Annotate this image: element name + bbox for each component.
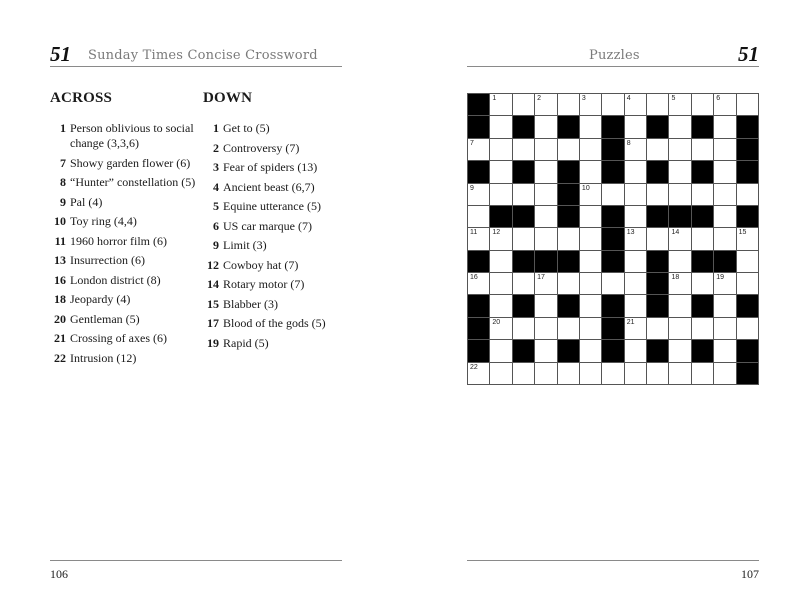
- grid-cell[interactable]: [625, 228, 646, 249]
- grid-cell[interactable]: [490, 251, 511, 272]
- grid-cell[interactable]: [558, 139, 579, 160]
- black-square: [468, 295, 489, 316]
- clue-text: Toy ring (4,4): [70, 214, 137, 228]
- grid-cell[interactable]: [714, 139, 735, 160]
- cell-number: 4: [626, 95, 631, 102]
- black-square: [647, 161, 668, 182]
- down-clue: [203, 238, 353, 253]
- black-square: [468, 94, 489, 115]
- black-square: [513, 295, 534, 316]
- grid-cell[interactable]: [468, 228, 489, 249]
- right-page-header: [467, 44, 759, 67]
- grid-cell[interactable]: [692, 94, 713, 115]
- black-square: [468, 161, 489, 182]
- grid-cell[interactable]: [602, 184, 623, 205]
- across-clues: [50, 90, 200, 370]
- clue-number: 8: [60, 175, 66, 189]
- grid-cell[interactable]: [647, 94, 668, 115]
- black-square: [558, 251, 579, 272]
- clue-number: 17: [207, 316, 219, 330]
- clue-text: 1960 horror film (6): [70, 233, 167, 248]
- grid-cell[interactable]: [669, 228, 690, 249]
- black-square: [558, 116, 579, 137]
- black-square: [692, 116, 713, 137]
- clue-number: 20: [54, 311, 66, 326]
- black-square: [468, 251, 489, 272]
- black-square: [602, 206, 623, 227]
- grid-cell[interactable]: [535, 184, 556, 205]
- grid-cell[interactable]: [558, 228, 579, 249]
- grid-cell[interactable]: [714, 340, 735, 361]
- grid-cell[interactable]: [580, 251, 601, 272]
- clue-number: 13: [54, 253, 66, 267]
- clue-text: Get to (5): [223, 121, 270, 135]
- grid-cell[interactable]: [669, 161, 690, 182]
- grid-cell[interactable]: [602, 363, 623, 384]
- grid-cell[interactable]: [535, 206, 556, 227]
- clue-number: 4: [213, 179, 219, 194]
- grid-cell[interactable]: [737, 94, 758, 115]
- cell-number: 20: [492, 318, 501, 326]
- grid-cell[interactable]: [558, 94, 579, 115]
- grid-cell[interactable]: [714, 228, 735, 249]
- clue-text: “Hunter” constellation (5): [70, 175, 196, 189]
- black-square: [737, 139, 758, 160]
- grid-cell[interactable]: [647, 318, 668, 339]
- grid-cell[interactable]: [737, 228, 758, 249]
- grid-cell[interactable]: [580, 228, 601, 249]
- cell-number: 5: [671, 95, 676, 102]
- clue-number: 7: [60, 155, 66, 170]
- grid-cell[interactable]: [580, 363, 601, 384]
- cell-number: 1: [492, 95, 497, 102]
- cell-number: 22: [470, 363, 478, 371]
- grid-cell[interactable]: [714, 161, 735, 182]
- grid-cell[interactable]: [714, 295, 735, 316]
- grid-cell[interactable]: [625, 363, 646, 384]
- cell-number: 14: [671, 229, 680, 237]
- clue-number: 11: [54, 233, 66, 248]
- across-clue: [50, 214, 200, 229]
- grid-cell[interactable]: [692, 184, 713, 205]
- black-square: [647, 251, 668, 272]
- clue-number: 12: [207, 257, 219, 272]
- grid-cell[interactable]: [625, 184, 646, 205]
- black-square: [602, 251, 623, 272]
- grid-cell[interactable]: [490, 94, 511, 115]
- grid-cell[interactable]: [535, 161, 556, 182]
- grid-cell[interactable]: [535, 295, 556, 316]
- grid-cell[interactable]: [513, 228, 534, 249]
- clue-number: 14: [207, 277, 219, 291]
- down-clue: [203, 277, 353, 292]
- grid-cell[interactable]: [669, 94, 690, 115]
- clue-text: Fear of spiders (13): [223, 160, 318, 174]
- grid-cell[interactable]: [513, 184, 534, 205]
- grid-cell[interactable]: [625, 340, 646, 361]
- black-square: [468, 340, 489, 361]
- clue-number: 9: [213, 238, 219, 252]
- cell-number: 8: [626, 139, 631, 147]
- grid-cell[interactable]: [669, 273, 690, 294]
- page-number: 107: [741, 567, 759, 581]
- grid-cell[interactable]: [625, 273, 646, 294]
- black-square: [737, 116, 758, 137]
- cell-number: 11: [470, 229, 478, 237]
- black-square: [468, 318, 489, 339]
- black-square: [535, 251, 556, 272]
- clue-number: 15: [207, 296, 219, 311]
- black-square: [513, 116, 534, 137]
- across-clue: [50, 121, 200, 151]
- clue-number: 19: [207, 335, 219, 350]
- black-square: [513, 251, 534, 272]
- grid-cell[interactable]: [535, 228, 556, 249]
- down-clue: [203, 297, 353, 312]
- cell-number: 16: [470, 274, 478, 282]
- grid-cell[interactable]: [737, 184, 758, 205]
- cell-number: 19: [716, 274, 725, 282]
- black-square: [692, 206, 713, 227]
- down-heading: DOWN: [203, 90, 253, 106]
- clue-text: Rotary motor (7): [223, 277, 305, 291]
- grid-cell[interactable]: [714, 206, 735, 227]
- grid-cell[interactable]: [669, 184, 690, 205]
- grid-cell[interactable]: [490, 273, 511, 294]
- grid-cell[interactable]: [625, 94, 646, 115]
- grid-cell[interactable]: [580, 139, 601, 160]
- grid-cell[interactable]: [468, 363, 489, 384]
- puzzle-number: 51: [50, 42, 71, 66]
- grid-cell[interactable]: [602, 273, 623, 294]
- black-square: [513, 340, 534, 361]
- clue-text: London district (8): [70, 272, 161, 287]
- grid-cell[interactable]: [468, 139, 489, 160]
- black-square: [558, 340, 579, 361]
- grid-cell[interactable]: [669, 251, 690, 272]
- grid-cell[interactable]: [669, 318, 690, 339]
- black-square: [602, 295, 623, 316]
- grid-cell[interactable]: [490, 139, 511, 160]
- down-clue: [203, 258, 353, 273]
- down-clue: [203, 336, 353, 351]
- clue-number: 3: [213, 160, 219, 174]
- across-clue: [50, 312, 200, 327]
- grid-cell[interactable]: [468, 273, 489, 294]
- down-clue: [203, 141, 353, 156]
- across-clue: [50, 234, 200, 249]
- across-clue: [50, 195, 200, 210]
- grid-cell[interactable]: [535, 94, 556, 115]
- grid-cell[interactable]: [513, 318, 534, 339]
- clue-number: 1: [213, 121, 219, 135]
- grid-cell[interactable]: [669, 116, 690, 137]
- clue-text: Showy garden flower (6): [70, 155, 191, 170]
- black-square: [647, 116, 668, 137]
- black-square: [692, 295, 713, 316]
- grid-cell[interactable]: [490, 161, 511, 182]
- black-square: [647, 340, 668, 361]
- black-square: [602, 318, 623, 339]
- grid-cell[interactable]: [558, 273, 579, 294]
- cell-number: 18: [671, 274, 680, 282]
- down-clue: [203, 219, 353, 234]
- black-square: [692, 340, 713, 361]
- clue-text: Cowboy hat (7): [223, 257, 299, 272]
- left-page-header: [50, 44, 342, 67]
- across-clue: [50, 156, 200, 171]
- black-square: [602, 116, 623, 137]
- cell-number: 2: [537, 95, 542, 102]
- black-square: [714, 251, 735, 272]
- across-clue: [50, 175, 200, 190]
- down-clue: [203, 180, 353, 195]
- right-page-footer: [467, 560, 759, 581]
- across-heading: ACROSS: [50, 90, 113, 106]
- grid-cell[interactable]: [580, 94, 601, 115]
- grid-cell[interactable]: [513, 139, 534, 160]
- grid-cell[interactable]: [625, 139, 646, 160]
- black-square: [647, 295, 668, 316]
- grid-cell[interactable]: [692, 139, 713, 160]
- black-square: [692, 251, 713, 272]
- cell-number: 7: [470, 139, 474, 147]
- puzzle-number: 51: [738, 42, 759, 66]
- clue-number: 10: [54, 214, 66, 228]
- grid-cell[interactable]: [669, 363, 690, 384]
- grid-cell[interactable]: [490, 363, 511, 384]
- clue-text: Intrusion (12): [70, 350, 137, 365]
- grid-cell[interactable]: [692, 363, 713, 384]
- grid-cell[interactable]: [535, 363, 556, 384]
- grid-cell[interactable]: [692, 318, 713, 339]
- black-square: [669, 206, 690, 227]
- grid-cell[interactable]: [714, 184, 735, 205]
- grid-cell[interactable]: [580, 295, 601, 316]
- grid-cell[interactable]: [490, 318, 511, 339]
- grid-cell[interactable]: [669, 295, 690, 316]
- down-clue-list: [203, 121, 353, 351]
- grid-cell[interactable]: [602, 94, 623, 115]
- down-clue: [203, 199, 353, 214]
- down-clue: [203, 121, 353, 136]
- clue-text: Blabber (3): [223, 296, 278, 311]
- grid-cell[interactable]: [535, 340, 556, 361]
- clue-number: 16: [54, 272, 66, 287]
- black-square: [602, 161, 623, 182]
- grid-cell[interactable]: [558, 318, 579, 339]
- down-clues: [203, 90, 353, 355]
- grid-cell[interactable]: [714, 116, 735, 137]
- grid-cell[interactable]: [513, 363, 534, 384]
- cell-number: 21: [626, 318, 635, 326]
- grid-cell[interactable]: [513, 273, 534, 294]
- black-square: [558, 184, 579, 205]
- grid-cell[interactable]: [468, 206, 489, 227]
- grid-cell[interactable]: [625, 206, 646, 227]
- grid-cell[interactable]: [737, 273, 758, 294]
- black-square: [692, 161, 713, 182]
- grid-cell[interactable]: [714, 363, 735, 384]
- black-square: [647, 273, 668, 294]
- black-square: [490, 206, 511, 227]
- clue-number: 6: [213, 218, 219, 233]
- across-clue: [50, 253, 200, 268]
- grid-cell[interactable]: [490, 295, 511, 316]
- grid-cell[interactable]: [669, 340, 690, 361]
- grid-cell[interactable]: [625, 161, 646, 182]
- clue-text: US car marque (7): [223, 218, 312, 233]
- cell-number: 12: [492, 229, 501, 237]
- clue-text: Rapid (5): [223, 335, 269, 350]
- clue-text: Gentleman (5): [70, 311, 140, 326]
- black-square: [647, 206, 668, 227]
- clue-number: 18: [54, 292, 66, 306]
- cell-number: 9: [470, 184, 474, 192]
- black-square: [737, 161, 758, 182]
- grid-cell[interactable]: [580, 318, 601, 339]
- clue-text: Jeopardy (4): [70, 292, 131, 306]
- grid-cell[interactable]: [580, 206, 601, 227]
- black-square: [602, 139, 623, 160]
- black-square: [558, 161, 579, 182]
- black-square: [468, 116, 489, 137]
- clue-text: Controversy (7): [223, 140, 300, 155]
- grid-cell[interactable]: [580, 340, 601, 361]
- black-square: [737, 340, 758, 361]
- grid-cell[interactable]: [535, 139, 556, 160]
- grid-cell[interactable]: [468, 184, 489, 205]
- black-square: [737, 295, 758, 316]
- grid-cell[interactable]: [558, 363, 579, 384]
- grid-cell[interactable]: [625, 295, 646, 316]
- left-page-footer: [50, 560, 342, 581]
- clue-number: 22: [54, 350, 66, 365]
- cell-number: 13: [626, 229, 635, 237]
- cell-number: 6: [716, 95, 721, 102]
- grid-cell[interactable]: [714, 318, 735, 339]
- cell-number: 3: [581, 95, 586, 102]
- running-title: Puzzles: [589, 48, 640, 63]
- across-clue: [50, 351, 200, 366]
- grid-cell[interactable]: [490, 340, 511, 361]
- clue-number: 1: [60, 121, 66, 135]
- grid-cell[interactable]: [714, 273, 735, 294]
- grid-cell[interactable]: [580, 116, 601, 137]
- clue-number: 5: [213, 199, 219, 213]
- grid-cell[interactable]: [580, 184, 601, 205]
- grid-cell[interactable]: [737, 251, 758, 272]
- black-square: [602, 228, 623, 249]
- cell-number: 15: [738, 229, 747, 237]
- running-title: Sunday Times Concise Crossword: [88, 48, 318, 63]
- black-square: [558, 206, 579, 227]
- grid-cell[interactable]: [535, 318, 556, 339]
- clue-text: Pal (4): [70, 194, 103, 209]
- clue-text: Crossing of axes (6): [70, 331, 167, 345]
- grid-cell[interactable]: [490, 228, 511, 249]
- grid-cell[interactable]: [513, 94, 534, 115]
- grid-cell[interactable]: [647, 184, 668, 205]
- across-clue: [50, 292, 200, 307]
- page-number: 106: [50, 567, 68, 581]
- black-square: [558, 295, 579, 316]
- grid-cell[interactable]: [625, 116, 646, 137]
- clue-text: Ancient beast (6,7): [223, 179, 315, 194]
- clue-text: Insurrection (6): [70, 253, 145, 267]
- grid-cell[interactable]: [669, 139, 690, 160]
- clue-number: 2: [213, 140, 219, 155]
- black-square: [737, 363, 758, 384]
- cell-number: 10: [581, 184, 590, 192]
- black-square: [513, 206, 534, 227]
- grid-cell[interactable]: [490, 184, 511, 205]
- clue-text: Person oblivious to social change (3,3,6): [70, 121, 194, 150]
- grid-cell[interactable]: [647, 363, 668, 384]
- across-clue: [50, 273, 200, 288]
- across-clue: [50, 331, 200, 346]
- grid-cell[interactable]: [647, 139, 668, 160]
- black-square: [513, 161, 534, 182]
- grid-cell[interactable]: [647, 228, 668, 249]
- clue-text: Blood of the gods (5): [223, 316, 326, 330]
- clue-number: 21: [54, 331, 66, 345]
- grid-cell[interactable]: [580, 161, 601, 182]
- black-square: [737, 206, 758, 227]
- grid-cell[interactable]: [714, 94, 735, 115]
- across-clue-list: [50, 121, 200, 366]
- grid-cell[interactable]: [535, 273, 556, 294]
- crossword-grid: [467, 93, 759, 385]
- grid-cell[interactable]: [580, 273, 601, 294]
- grid-cell[interactable]: [692, 273, 713, 294]
- clue-text: Equine utterance (5): [223, 199, 321, 213]
- grid-cell[interactable]: [625, 318, 646, 339]
- grid-cell[interactable]: [625, 251, 646, 272]
- grid-cell[interactable]: [737, 318, 758, 339]
- grid-cell[interactable]: [490, 116, 511, 137]
- grid-cell[interactable]: [692, 228, 713, 249]
- down-clue: [203, 316, 353, 331]
- down-clue: [203, 160, 353, 175]
- cell-number: 17: [537, 274, 545, 282]
- grid-cell[interactable]: [535, 116, 556, 137]
- clue-number: 9: [60, 194, 66, 209]
- clue-text: Limit (3): [223, 238, 267, 252]
- black-square: [602, 340, 623, 361]
